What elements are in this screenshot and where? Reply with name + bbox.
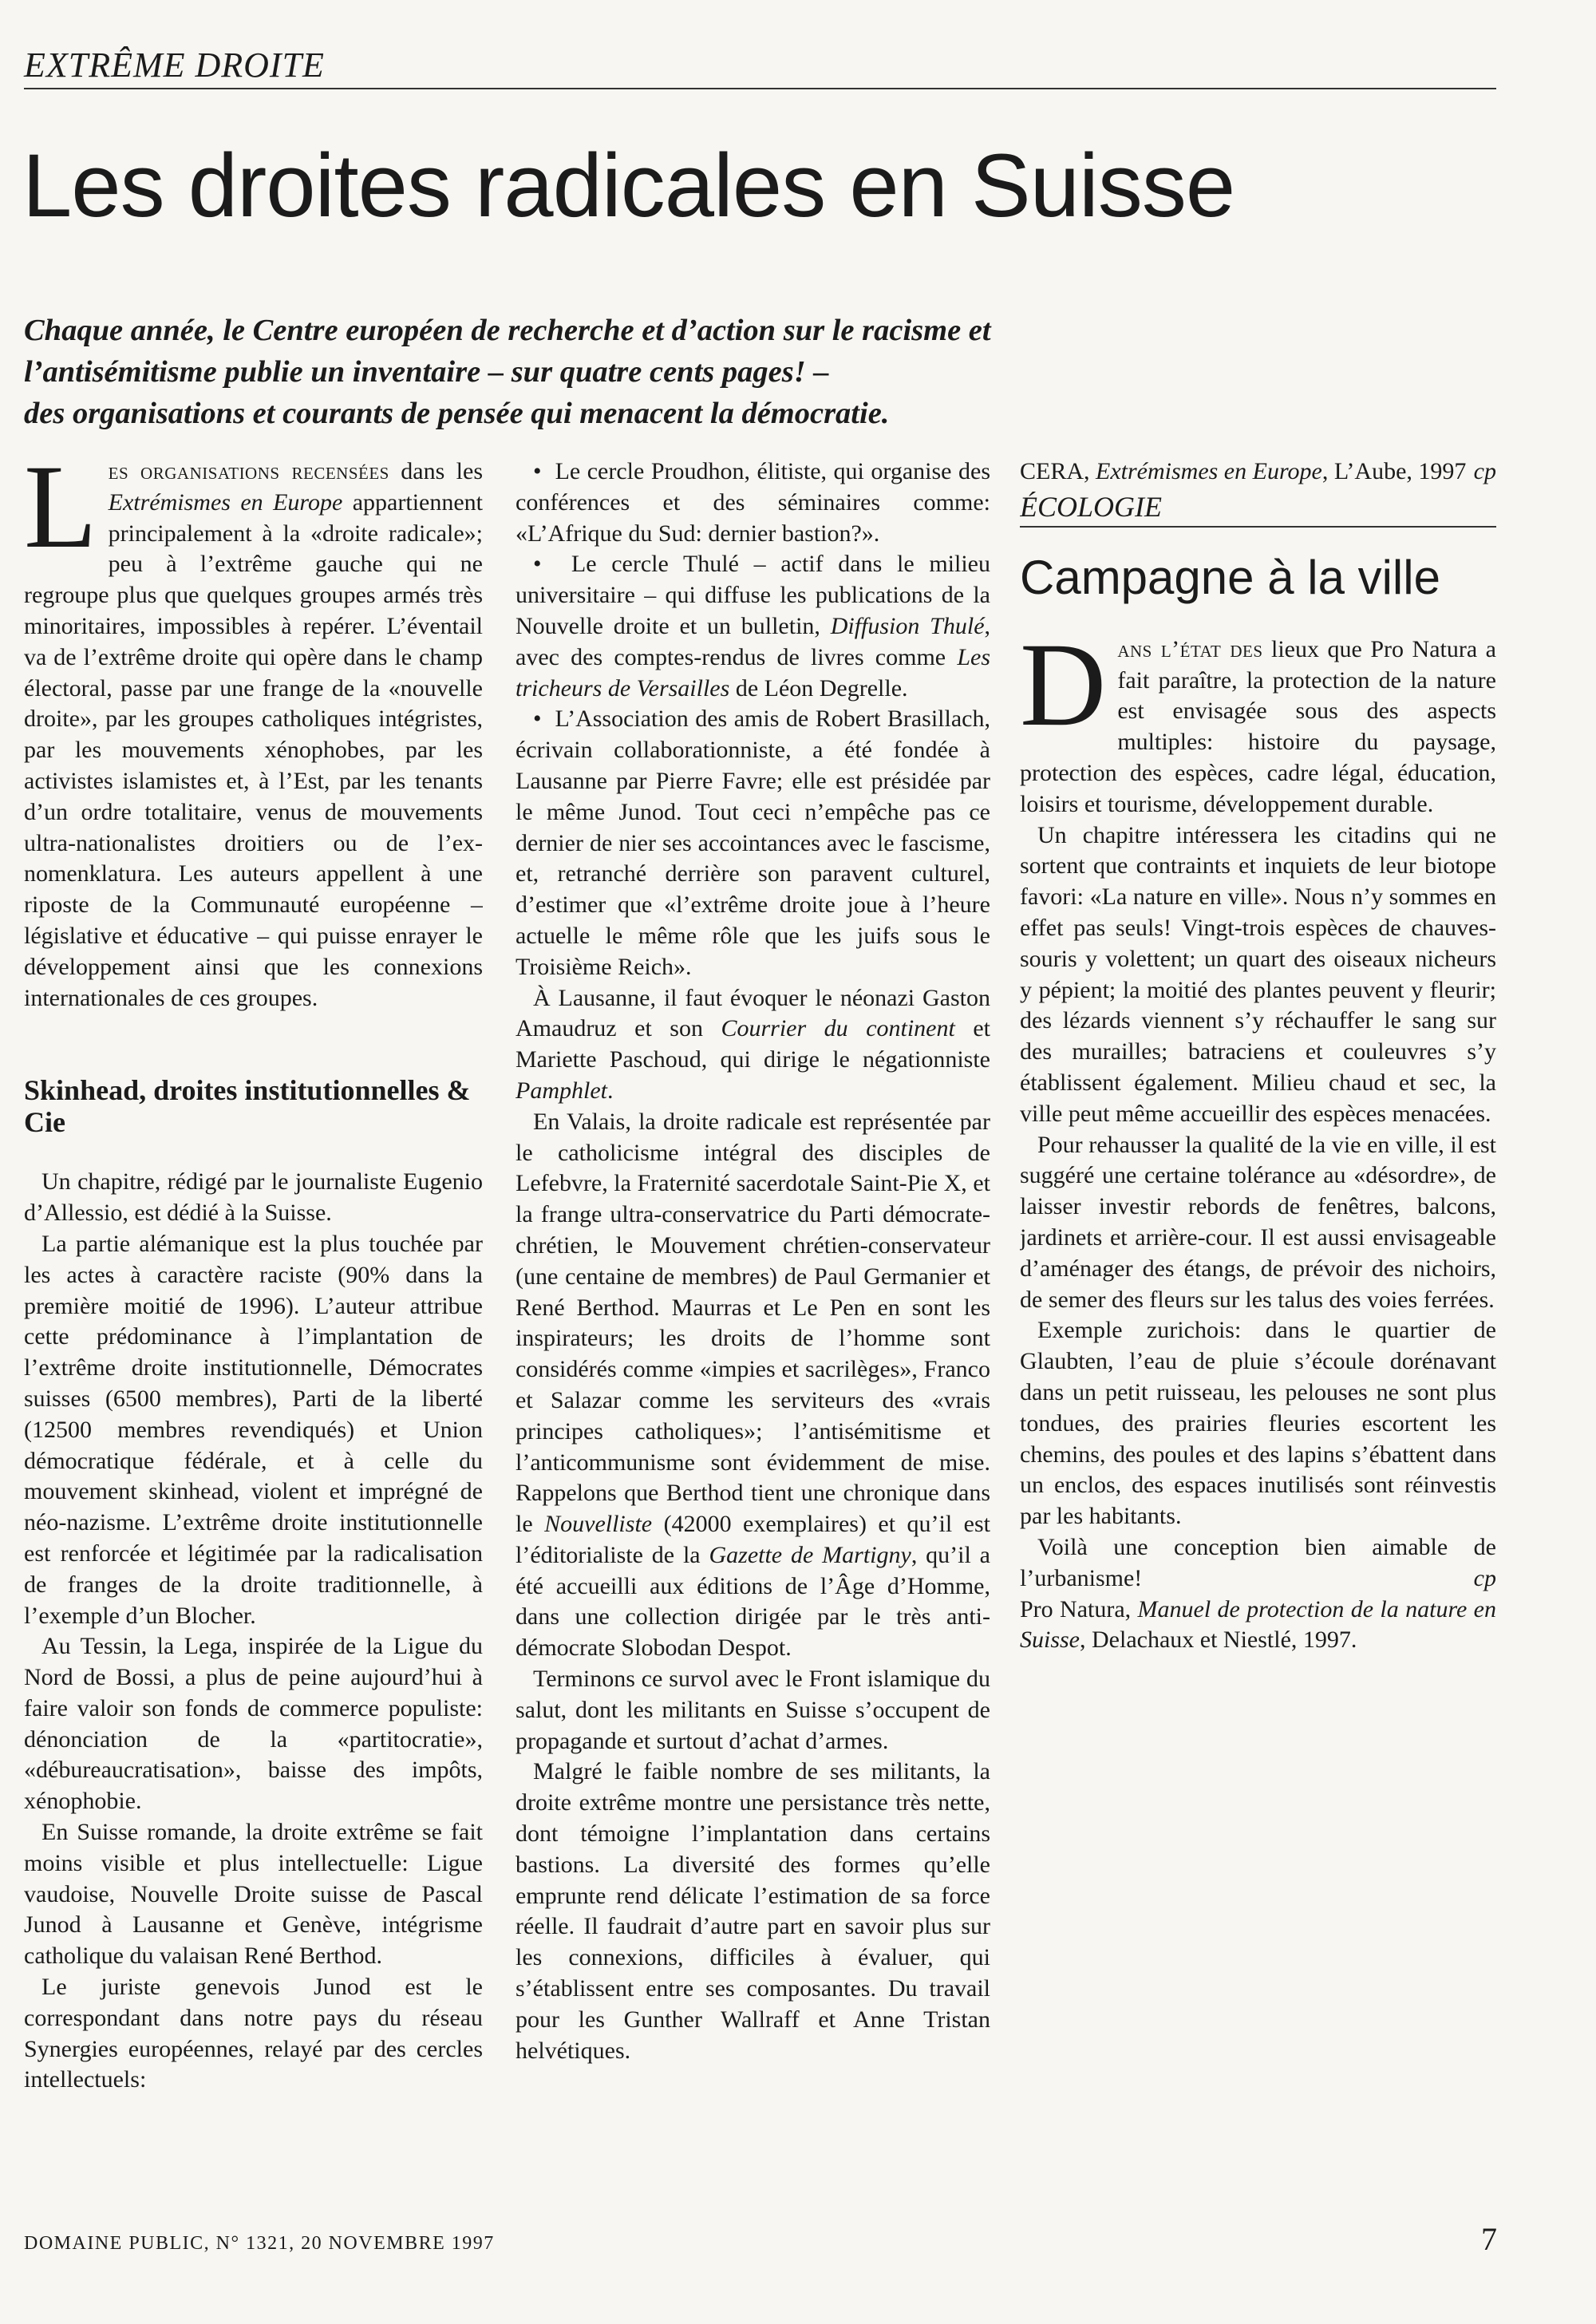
drop-cap: D xyxy=(1020,618,1107,751)
paragraph: Un chapitre intéressera les citadins qui ne sortent que contraints et inquiets de leur biotope favori: «La nature en ville». Nous n’y sommes en effet pas seuls! Vingt-trois espèces de chauves-souris y volettent; un quart des oiseaux nicheurs y pépient; la moitié des plantes peuvent y fleurir; des lézards viennent s’y réchauffer le sang sur des murailles; batraciens et couleuvres s’y établissent également. Milieu chaud et sec, la ville peut même accueillir des espèces menacées. xyxy=(1020,821,1496,1127)
article-source: CERA, Extrémismes en Europe, L’Aube, 1997 xyxy=(1020,458,1467,484)
paragraph: Malgré le faible nombre de ses militants, la droite extrême montre une persistance très nette, dont témoigne l’implantation dans certains bastions. La diversité des formes qu’elle emprunte rend délicate l’estimation de sa force réelle. Il faudrait d’autre part en savoir plus sur les connexions, difficiles à évaluer, qui s’établissent entre ses composantes. Du travail pour les Gunther Wallraff et Anne Tristan helvétiques. xyxy=(516,1758,990,2064)
paragraph: Un chapitre, rédigé par le journaliste Eugenio d’Allessio, est dédié à la Suisse. xyxy=(24,1168,483,1227)
author-signature: cp xyxy=(1473,458,1496,484)
article2-source: Pro Natura, Manuel de protection de la nature en Suisse, Delachaux et Niestlé, 1997. xyxy=(1020,1595,1496,1654)
paragraph: Au Tessin, la Lega, inspirée de la Ligue du Nord de Bossi, a plus de peine aujourd’hui à faire valoir son fonds de commerce populiste: dénonciation de la «partitocratie», «débureaucratisation», baisse des impôts, xénophobie. xyxy=(24,1633,483,1815)
bullet-item: • L’Association des amis de Robert Brasillach, écrivain collaborationniste, a été fondée à Lausanne par Pierre Favre; elle est présidée par le même Junod. Tout ceci n’empêche pas ce dernier de nier ses accointances avec le fascisme, et, retranché derrière son paravent culturel, d’estimer que «l’extrême droite joue à l’heure actuelle le même rôle que les juifs sous le Troisième Reich». xyxy=(516,704,990,982)
article-headline: Les droites radicales en Suisse xyxy=(22,136,1235,235)
article2-intro-paragraph: Dans l’état des lieux que Pro Natura a fait paraître, la protection de la nature est envisagée sous des aspects multiples: histoire du paysage, protection des espèces, cadre légal, éducation, loisirs et tourisme, développement durable. xyxy=(1020,618,1496,817)
article-subhead: Skinhead, droites institutionnelles & Cie xyxy=(24,1074,471,1139)
paragraph: Pour rehausser la qualité de la vie en ville, il est suggéré une certaine tolérance au «désordre», de laisser investir rebords de fenêtres, balcons, jardinets et arrière-cour. Il est aussi envisageable d’aménager des étangs, de prévoir des nichoirs, de semer des fleurs sur les talus des voies ferrées. xyxy=(1020,1131,1496,1313)
article-lead xyxy=(24,310,1496,434)
author-signature: cp xyxy=(1473,1564,1496,1591)
paragraph: Exemple zurichois: dans le quartier de Glaubten, l’eau de pluie s’écoule dorénavant dans un petit ruisseau, les pelouses ne sont plus tondues, des prairies fleuries escortent les chemins, des poules et des lapins s’ébattent dans un enclos, des espaces inutilisés sont réinvestis par les habitants. xyxy=(1020,1317,1496,1530)
article-column-2 xyxy=(516,457,990,2204)
article2-headline: Campagne à la ville xyxy=(1020,550,1440,604)
drop-cap: L xyxy=(24,457,97,573)
paragraph: Le juriste genevois Junod est le correspondant dans notre pays du réseau Synergies européennes, relayé par des cercles intellectuels: xyxy=(24,1974,483,2093)
paragraph: Terminons ce survol avec le Front islamique du salut, dont les militants en Suisse s’occupent de propagande et surtout d’achat d’armes. xyxy=(516,1666,990,1754)
paragraph: En Suisse romande, la droite extrême se fait moins visible et plus intellectuelle: Ligue vaudoise, Nouvelle Droite suisse de Pascal Junod à Lausanne et Genève, intégrisme catholique du valaisan René Berthod. xyxy=(24,1819,483,1970)
article-intro-paragraph: Les organisations recensées dans les Extrémismes en Europe appartiennent principalement à la «droite radicale»; peu à l’extrême gauche qui ne regroupe plus que quelques groupes armés très minoritaires, impossibles à repérer. L’éventail va de l’extrême droite qui opère dans le champ électoral, passe par une frange de la «nouvelle droite», par les groupes catholiques intégristes, par les mouvements xénophobes, par les activistes islamistes et, à l’Est, par les tenants d’un ordre totalitaire, venus de mouvements ultra-nationalistes droitiers ou de l’ex-nomenklatura. Les auteurs appellent à une riposte de la Communauté européenne – législative et éducative – qui puisse enrayer le développement ainsi que les connexions internationales de ces groupes. xyxy=(24,457,483,1011)
lead-line: Chaque année, le Centre européen de recherche et d’action sur le racisme et xyxy=(24,314,991,347)
section-rubric-ecologie: ÉCOLOGIE xyxy=(1020,491,1496,528)
article-column-3 xyxy=(1020,457,1496,2204)
paragraph: À Lausanne, il faut évoquer le néonazi Gaston Amaudruz et son Courrier du continent et Mariette Paschoud, qui dirige le négationniste Pamphlet. xyxy=(516,984,990,1104)
section-rubric: EXTRÊME DROITE xyxy=(24,45,325,85)
bullet-item: • Le cercle Proudhon, élitiste, qui organise des conférences et des séminaires comme: «L’Afrique du Sud: dernier bastion?». xyxy=(516,457,990,549)
rubric-rule xyxy=(24,88,1496,89)
bullet-item: • Le cercle Thulé – actif dans le milieu universitaire – qui diffuse les publications de la Nouvelle droite et un bulletin, Diffusion Thulé, avec des comptes-rendus de livres comme Les tricheurs de Versailles de Léon Degrelle. xyxy=(516,549,990,704)
article-column-1 xyxy=(24,457,483,2204)
paragraph: La partie alémanique est la plus touchée par les actes à caractère raciste (90% dans la première moitié de 1996). L’auteur attribue cette prédominance à l’implantation de l’extrême droite institutionnelle, Démocrates suisses (6500 membres), Parti de la liberté (12500 membres revendiqués) et Union démocratique fédérale, et à celle du mouvement skinhead, violent et imprégné de néo-nazisme. L’extrême droite institutionnelle est renforcée et légitimée par la radicalisation de franges de la droite traditionnelle, à l’exemple d’un Blocher. xyxy=(24,1230,483,1629)
lead-line: l’antisémitisme publie un inventaire – sur quatre cents pages! – xyxy=(24,355,829,389)
paragraph: En Valais, la droite radicale est représentée par le catholicisme intégral des disciples de Lefebvre, la Fraternité sacerdotale Saint-Pie X, et la frange ultra-conservatrice du Parti démocrate-chrétien, le Mouvement chrétien-conservateur (une centaine de membres) de Paul Germanier et René Berthod. Maurras et Le Pen en sont les inspirateurs; les droits de l’homme sont considérés comme «impies et sacrilèges», Franco et Salazar comme les serviteurs des «vrais principes catholiques»; l’antisémitisme et l’anticommunisme sont évidemment de mise. Rappelons que Berthod tient une chronique dans le Nouvelliste (42000 exemplaires) et qu’il est l’éditorialiste de la Gazette de Martigny, qu’il a été accueilli aux éditions de l’Âge d’Homme, dans une collection dirigée par le très anti-démocrate Slobodan Despot. xyxy=(516,1108,990,1662)
page-number: 7 xyxy=(1481,2221,1497,2257)
lead-line: des organisations et courants de pensée qui menacent la démocratie. xyxy=(24,397,890,430)
paragraph: Voilà une conception bien aimable de l’urbanisme! cp xyxy=(1020,1532,1496,1595)
page-footer: DOMAINE PUBLIC, N° 1321, 20 NOVEMBRE 1997 xyxy=(24,2233,495,2254)
